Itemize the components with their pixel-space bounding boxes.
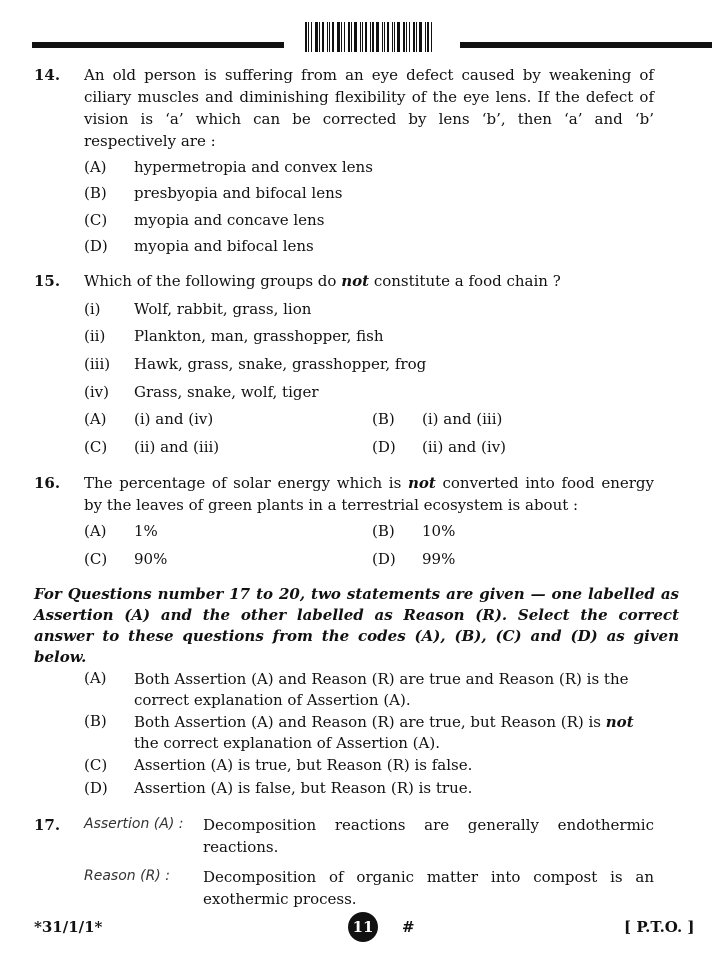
q16-option-d-label: (D) (372, 550, 396, 568)
code-c-text: Assertion (A) is true, but Reason (R) is false. (134, 756, 473, 774)
barcode-bar (327, 22, 328, 52)
barcode-bar (365, 22, 367, 52)
q15-option-b-text: (i) and (iii) (422, 410, 503, 428)
code-b-label: (B) (84, 712, 107, 730)
barcode-bar (322, 22, 324, 52)
barcode-bar (308, 22, 309, 52)
q15-option-d-label: (D) (372, 438, 396, 456)
q14-option-a-label: (A) (84, 158, 107, 176)
barcode-bar (382, 22, 383, 52)
q15-option-a-text: (i) and (iv) (134, 410, 214, 428)
assertion-label: Assertion (A) : (84, 816, 184, 832)
paper-code: *31/1/1* (34, 918, 103, 936)
page-number: 11 (348, 912, 378, 942)
barcode-bar (354, 22, 357, 52)
q15-group-iv-text: Grass, snake, wolf, tiger (134, 383, 319, 401)
header-rule-left (32, 42, 284, 48)
pto-label: [ P.T.O. ] (624, 918, 695, 936)
question-14-text: An old person is suffering from an eye defect caused by weakening of ciliary muscles and diminishing flexibility of the eye lens. If the defect of vision is ‘a’ which can be corrected by lens ‘b’, then ‘a’ and ‘b’ respectively are : (84, 66, 654, 150)
barcode-bar (305, 22, 307, 52)
q16-option-a-text: 1% (134, 522, 158, 540)
q14-option-c-text: myopia and concave lens (134, 211, 325, 229)
q15-group-iii-text: Hawk, grass, snake, grasshopper, frog (134, 355, 427, 373)
barcode-bar (394, 22, 395, 52)
barcode-bar (416, 22, 417, 52)
barcode (305, 22, 439, 52)
q15-group-iii-label: (iii) (84, 355, 111, 373)
code-c-label: (C) (84, 756, 108, 774)
q16-option-b-label: (B) (372, 522, 395, 540)
question-number-17: 17. (34, 816, 61, 834)
q16-option-a-label: (A) (84, 522, 107, 540)
q14-option-b-label: (B) (84, 184, 107, 202)
reason-text: Decomposition of organic matter into compost is an exothermic process. (203, 868, 654, 908)
barcode-bar (351, 22, 352, 52)
q15-option-c-text: (ii) and (iii) (134, 438, 220, 456)
q15-group-iv-label: (iv) (84, 383, 109, 401)
barcode-bar (419, 22, 422, 52)
barcode-bar (413, 22, 415, 52)
barcode-bar (425, 22, 426, 52)
q14-option-d-text: myopia and bifocal lens (134, 237, 314, 255)
code-a-label: (A) (84, 669, 107, 687)
q14-option-a-text: hypermetropia and convex lens (134, 158, 373, 176)
question-number-14: 14. (34, 66, 61, 84)
barcode-bar (344, 22, 345, 52)
barcode-bar (319, 22, 320, 52)
barcode-bar (403, 22, 405, 52)
barcode-bar (360, 22, 361, 52)
assertion-text: Decomposition reactions are generally endothermic reactions. (203, 816, 654, 856)
barcode-bar (427, 22, 429, 52)
barcode-bar (376, 22, 379, 52)
barcode-bar (387, 22, 389, 52)
q15-group-i-label: (i) (84, 300, 101, 318)
q15-group-ii-text: Plankton, man, grasshopper, fish (134, 327, 384, 345)
q14-option-d-label: (D) (84, 237, 108, 255)
q15-option-c-label: (C) (84, 438, 108, 456)
code-d-text: Assertion (A) is false, but Reason (R) is true. (134, 779, 473, 797)
question-number-15: 15. (34, 272, 61, 290)
barcode-bar (392, 22, 393, 52)
barcode-bar (397, 22, 400, 52)
barcode-bar (370, 22, 371, 52)
barcode-bar (332, 22, 334, 52)
code-a-text: Both Assertion (A) and Reason (R) are true and Reason (R) is the correct explanation of Assertion (A). (134, 670, 629, 709)
barcode-bar (311, 22, 312, 52)
assertion-reason-instructions: For Questions number 17 to 20, two statements are given — one labelled as Assertion (A) and the other labelled as Reason (R). Select the correct answer to these questions from the codes (A), (B), (C) and (D) as given below. (34, 585, 679, 666)
code-b-text: Both Assertion (A) and Reason (R) are true, but Reason (R) is not the correct explanation of Assertion (A). (134, 713, 634, 752)
barcode-bar (406, 22, 407, 52)
barcode-bar (372, 22, 374, 52)
question-15-text: Which of the following groups do not constitute a food chain ? (84, 272, 561, 290)
code-d-label: (D) (84, 779, 108, 797)
q15-group-ii-label: (ii) (84, 327, 106, 345)
barcode-bar (348, 22, 350, 52)
q15-option-a-label: (A) (84, 410, 107, 428)
q16-option-c-text: 90% (134, 550, 168, 568)
barcode-bar (384, 22, 385, 52)
question-number-16: 16. (34, 474, 61, 492)
header-rule-right (460, 42, 712, 48)
q15-option-d-text: (ii) and (iv) (422, 438, 507, 456)
reason-label: Reason (R) : (84, 868, 170, 884)
barcode-bar (315, 22, 318, 52)
barcode-bar (409, 22, 410, 52)
hash-mark: # (402, 918, 415, 936)
q15-group-i-text: Wolf, rabbit, grass, lion (134, 300, 312, 318)
q14-option-b-text: presbyopia and bifocal lens (134, 184, 343, 202)
q16-option-b-text: 10% (422, 522, 456, 540)
barcode-bar (341, 22, 342, 52)
barcode-bar (362, 22, 363, 52)
q14-option-c-label: (C) (84, 211, 108, 229)
barcode-bar (431, 22, 432, 52)
q15-option-b-label: (B) (372, 410, 395, 428)
q16-option-d-text: 99% (422, 550, 456, 568)
q16-option-c-label: (C) (84, 550, 108, 568)
barcode-bar (337, 22, 340, 52)
barcode-bar (329, 22, 330, 52)
question-16-text: The percentage of solar energy which is not converted into food energy by the leaves of green plants in a terrestrial ecosystem is about : (84, 474, 654, 514)
